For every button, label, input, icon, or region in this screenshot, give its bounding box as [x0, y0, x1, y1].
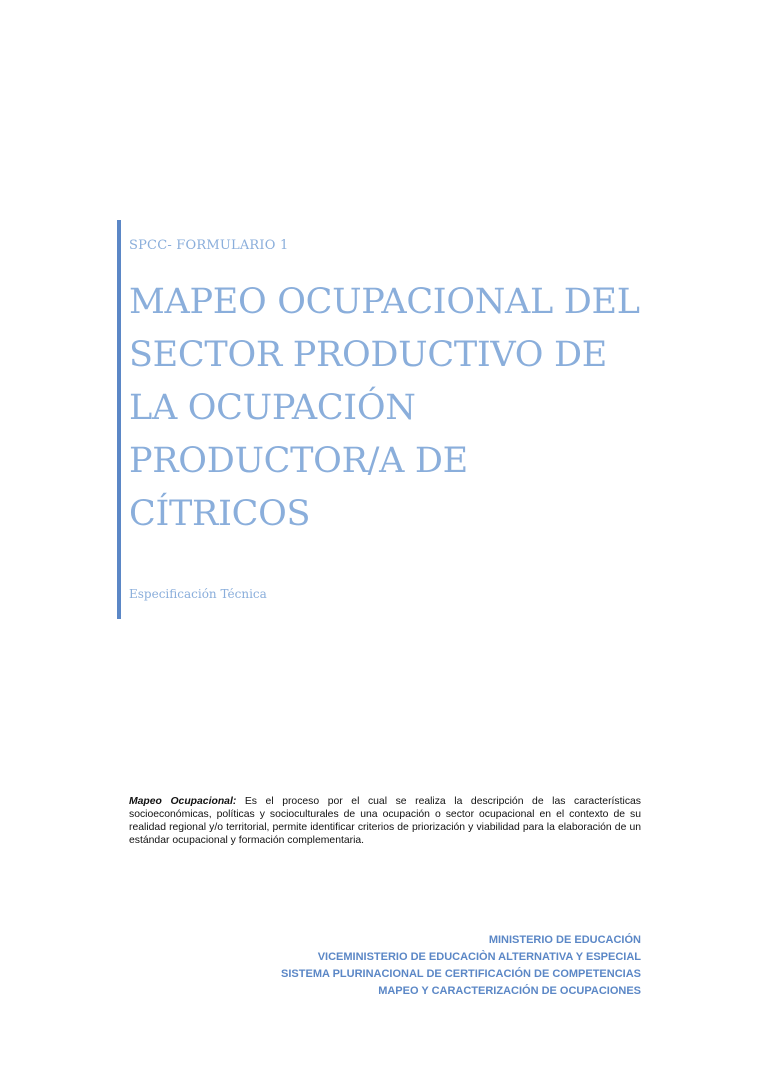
definition-paragraph [129, 795, 641, 847]
definition-term: Mapeo Ocupacional: [129, 796, 237, 807]
footer-line-system: SISTEMA PLURINACIONAL DE CERTIFICACIÓN DE COMPETENCIAS [281, 968, 641, 980]
definition-text: Es el proceso por el cual se realiza la descripción de las características socioeconómicas, políticas y socioculturales de una ocupación o sector ocupacional en el contexto de su realidad regional y/o territorial, permite identificar criterios de priorización y viabilidad para la elaboración de un estándar ocupacional y formación complementaria. [129, 796, 641, 846]
institution-footer [281, 932, 641, 1000]
footer-line-mapping: MAPEO Y CARACTERIZACIÓN DE OCUPACIONES [378, 985, 641, 997]
title-line: SECTOR PRODUCTIVO DE [129, 335, 608, 375]
document-subtitle: Especificación Técnica [129, 587, 267, 601]
footer-line-ministry: MINISTERIO DE EDUCACIÓN [488, 934, 641, 946]
title-line: PRODUCTOR/A DE [129, 441, 468, 481]
accent-vertical-bar [117, 220, 121, 619]
form-code-label: SPCC- FORMULARIO 1 [129, 238, 289, 253]
document-title [129, 276, 729, 541]
title-line: LA OCUPACIÓN [129, 388, 416, 428]
footer-line-viceministry: VICEMINISTERIO DE EDUCACIÒN ALTERNATIVA Y ESPECIAL [317, 951, 641, 963]
title-line: CÍTRICOS [129, 494, 311, 534]
title-line: MAPEO OCUPACIONAL DEL [129, 282, 640, 322]
